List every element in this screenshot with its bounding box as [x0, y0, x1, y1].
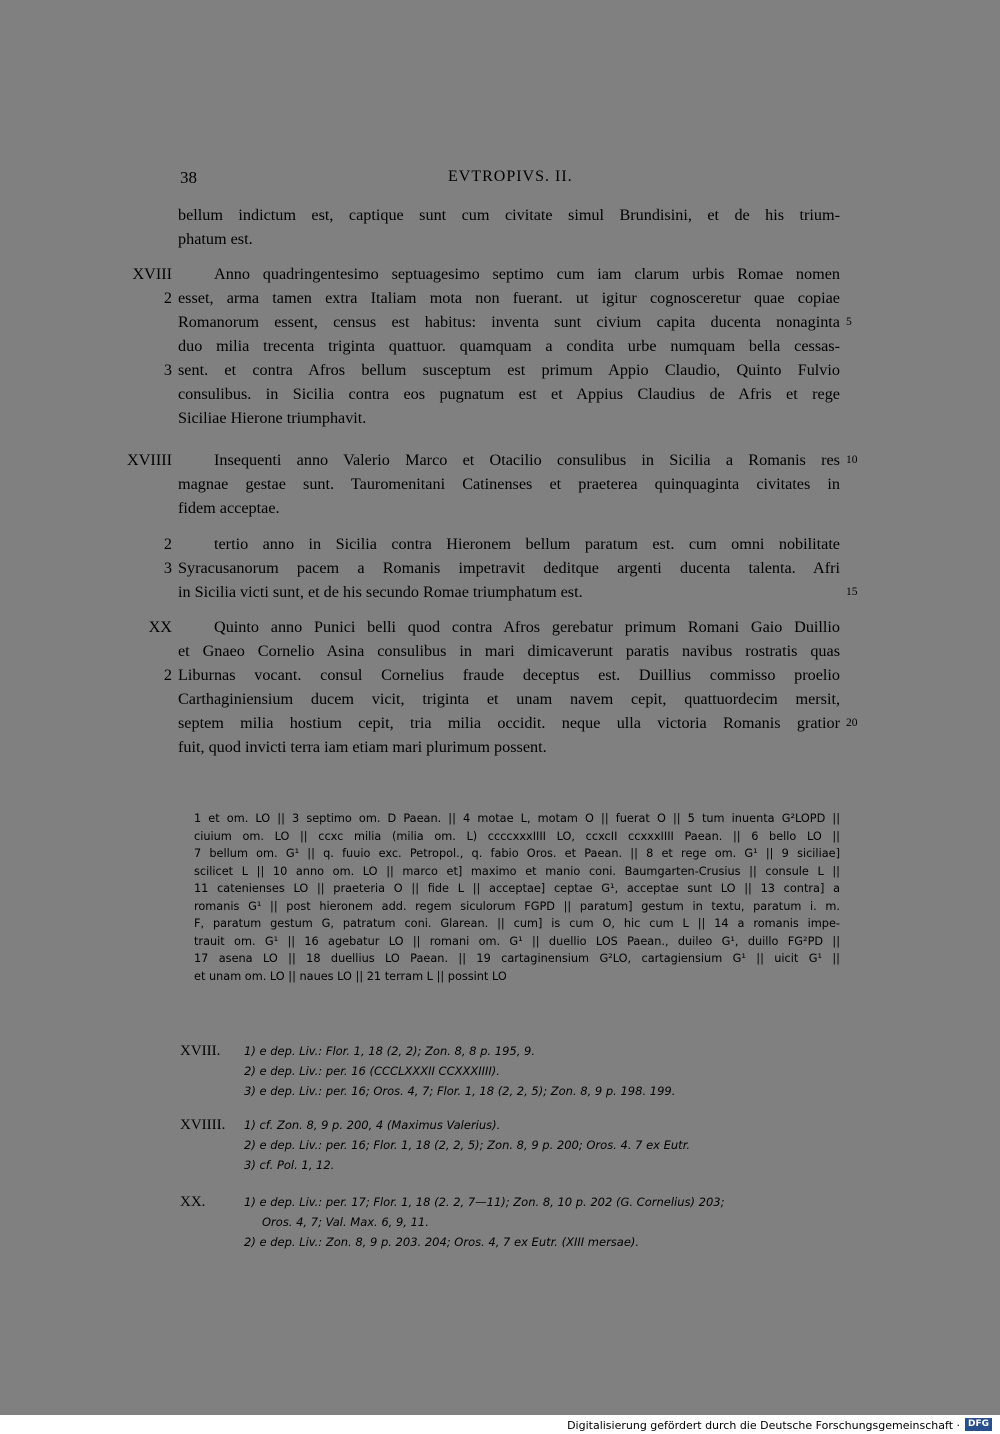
- text-line: septem milia hostium cepit, tria milia occidit. neque ulla victoria Romanis gratior: [178, 714, 840, 732]
- source-line: 3) cf. Pol. 1, 12.: [244, 1158, 335, 1172]
- source-line: 1) e dep. Liv.: Flor. 1, 18 (2, 2); Zon. 8, 8 p. 195, 9.: [244, 1044, 535, 1058]
- line-number: 5: [846, 316, 852, 328]
- text-line: fuit, quod invicti terra iam etiam mari plurimum possent.: [178, 738, 547, 756]
- text-line: bellum indictum est, captique sunt cum civitate simul Brundisini, et de his trium-: [178, 206, 840, 224]
- section-number: 3: [163, 361, 172, 379]
- text-line: esset, arma tamen extra Italiam mota non fuerant. ut igitur cognosceretur quae copiae: [178, 289, 840, 307]
- chapter-number: XVIII: [132, 265, 172, 283]
- section-number: 3: [163, 559, 172, 577]
- apparatus-line: 7 bellum om. G¹ || q. fuuio exc. Petropol., q. fabio Oros. et Paean. || 8 et rege om. G¹ || 9 siciliae]: [194, 847, 840, 860]
- text-line: Carthaginiensium ducem vicit, triginta et unam navem cepit, quattuordecim mersit,: [178, 690, 840, 708]
- text-line: duo milia trecenta triginta quattuor. quamquam a condita urbe numquam bella cessas-: [178, 337, 840, 355]
- source-line: 1) e dep. Liv.: per. 17; Flor. 1, 18 (2. 2, 7—11); Zon. 8, 10 p. 202 (G. Cornelius) 203;: [244, 1195, 725, 1209]
- apparatus-line: F, paratum gestum G, patratum coni. Glarean. || cum] is cum O, hic cum L || 14 a romanis impe-: [194, 917, 840, 930]
- source-line: 2) e dep. Liv.: per. 16; Flor. 1, 18 (2, 2, 5); Zon. 8, 9 p. 200; Oros. 4. 7 ex Eutr.: [244, 1138, 691, 1152]
- source-line: Oros. 4, 7; Val. Max. 6, 9, 11.: [262, 1215, 429, 1229]
- apparatus-line: trauit om. G¹ || 16 agebatur LO || romani om. G¹ || duellio LOS Paean., duileo G¹, duillo FG²PD ||: [194, 934, 840, 948]
- text-line: tertio anno in Sicilia contra Hieronem bellum paratum est. cum omni nobilitate: [214, 535, 840, 553]
- footer-credit: Digitalisierung gefördert durch die Deutsche Forschungsgemeinschaft ·: [567, 1419, 960, 1432]
- text-line: in Sicilia victi sunt, et de his secundo Romae triumphatum est.: [178, 583, 583, 601]
- source-line: 1) cf. Zon. 8, 9 p. 200, 4 (Maximus Valerius).: [244, 1118, 501, 1132]
- section-number: 2: [163, 289, 172, 307]
- source-chapter: XX.: [180, 1194, 206, 1210]
- dfg-logo: DFG: [965, 1418, 992, 1431]
- text-line: phatum est.: [178, 230, 253, 248]
- source-chapter: XVIIII.: [180, 1117, 226, 1133]
- source-line: 3) e dep. Liv.: per. 16; Oros. 4, 7; Flor. 1, 18 (2, 2, 5); Zon. 8, 9 p. 198. 199.: [244, 1084, 676, 1098]
- apparatus-line: 1 et om. LO || 3 septimo om. D Paean. || 4 motae L, motam O || fuerat O || 5 tum inuenta G²LOPD ||: [194, 812, 840, 825]
- section-number: 2: [163, 666, 172, 684]
- text-line: Siciliae Hierone triumphavit.: [178, 409, 367, 427]
- text-line: Quinto anno Punici belli quod contra Afros gerebatur primum Romani Gaio Duillio: [214, 618, 840, 636]
- text-line: Syracusanorum pacem a Romanis impetravit deditque argenti ducenta talenta. Afri: [178, 559, 840, 577]
- text-line: consulibus. in Sicilia contra eos pugnatum est et Appius Claudius de Afris et rege: [178, 385, 840, 403]
- text-line: Anno quadringentesimo septuagesimo septimo cum iam clarum urbis Romae nomen: [214, 265, 840, 283]
- text-line: Romanorum essent, census est habitus: inventa sunt civium capita ducenta nonaginta: [178, 313, 840, 331]
- chapter-number: XX: [148, 618, 172, 636]
- apparatus-line: ciuium om. LO || ccxc milia (milia om. L) ccccxxxIIII LO, ccxcII ccxxxIIII Paean. || 6 bello LO ||: [194, 829, 840, 843]
- running-title: EVTROPIVS. II.: [448, 168, 573, 185]
- text-line: Liburnas vocant. consul Cornelius fraude deceptus est. Duillius commisso proelio: [178, 666, 840, 684]
- text-line: sent. et contra Afros bellum susceptum est primum Appio Claudio, Quinto Fulvio: [178, 361, 840, 379]
- text-line: Insequenti anno Valerio Marco et Otacilio consulibus in Sicilia a Romanis res: [214, 451, 840, 469]
- source-line: 2) e dep. Liv.: per. 16 (CCCLXXXII CCXXXIIII).: [244, 1064, 500, 1078]
- line-number: 10: [846, 454, 858, 466]
- page-number: 38: [180, 168, 197, 187]
- text-line: magnae gestae sunt. Tauromenitani Catinenses et praeterea quinquaginta civitates in: [178, 475, 840, 493]
- chapter-number: XVIIII: [127, 451, 172, 469]
- source-chapter: XVIII.: [180, 1043, 221, 1059]
- line-number: 20: [846, 717, 858, 729]
- text-line: fidem acceptae.: [178, 499, 280, 517]
- apparatus-line: romanis G¹ || post hieronem add. regem siculorum FGPD || paratum] gestum in textu, paratum i. m.: [194, 899, 840, 913]
- apparatus-line: scilicet L || 10 anno om. LO || marco et] maximo et manio coni. Baumgarten-Crusius || consule L ||: [194, 864, 840, 878]
- text-line: et Gnaeo Cornelio Asina consulibus in mari dimicaverunt paratis navibus rostratis quas: [178, 642, 840, 660]
- section-number: 2: [163, 535, 172, 553]
- source-line: 2) e dep. Liv.: Zon. 8, 9 p. 203. 204; Oros. 4, 7 ex Eutr. (XIII mersae).: [244, 1235, 640, 1249]
- apparatus-line: 17 asena LO || 18 duellius LO Paean. || 19 cartaginensium G²LO, cartagiensium G¹ || uicit G¹ ||: [194, 952, 840, 965]
- line-number: 15: [846, 586, 858, 598]
- apparatus-line: et unam om. LO || naues LO || 21 terram L || possint LO: [194, 969, 507, 983]
- apparatus-line: 11 catenienses LO || praeteria O || fide L || acceptae] ceptae G¹, acceptae sunt LO || 13 contra] a: [194, 882, 840, 895]
